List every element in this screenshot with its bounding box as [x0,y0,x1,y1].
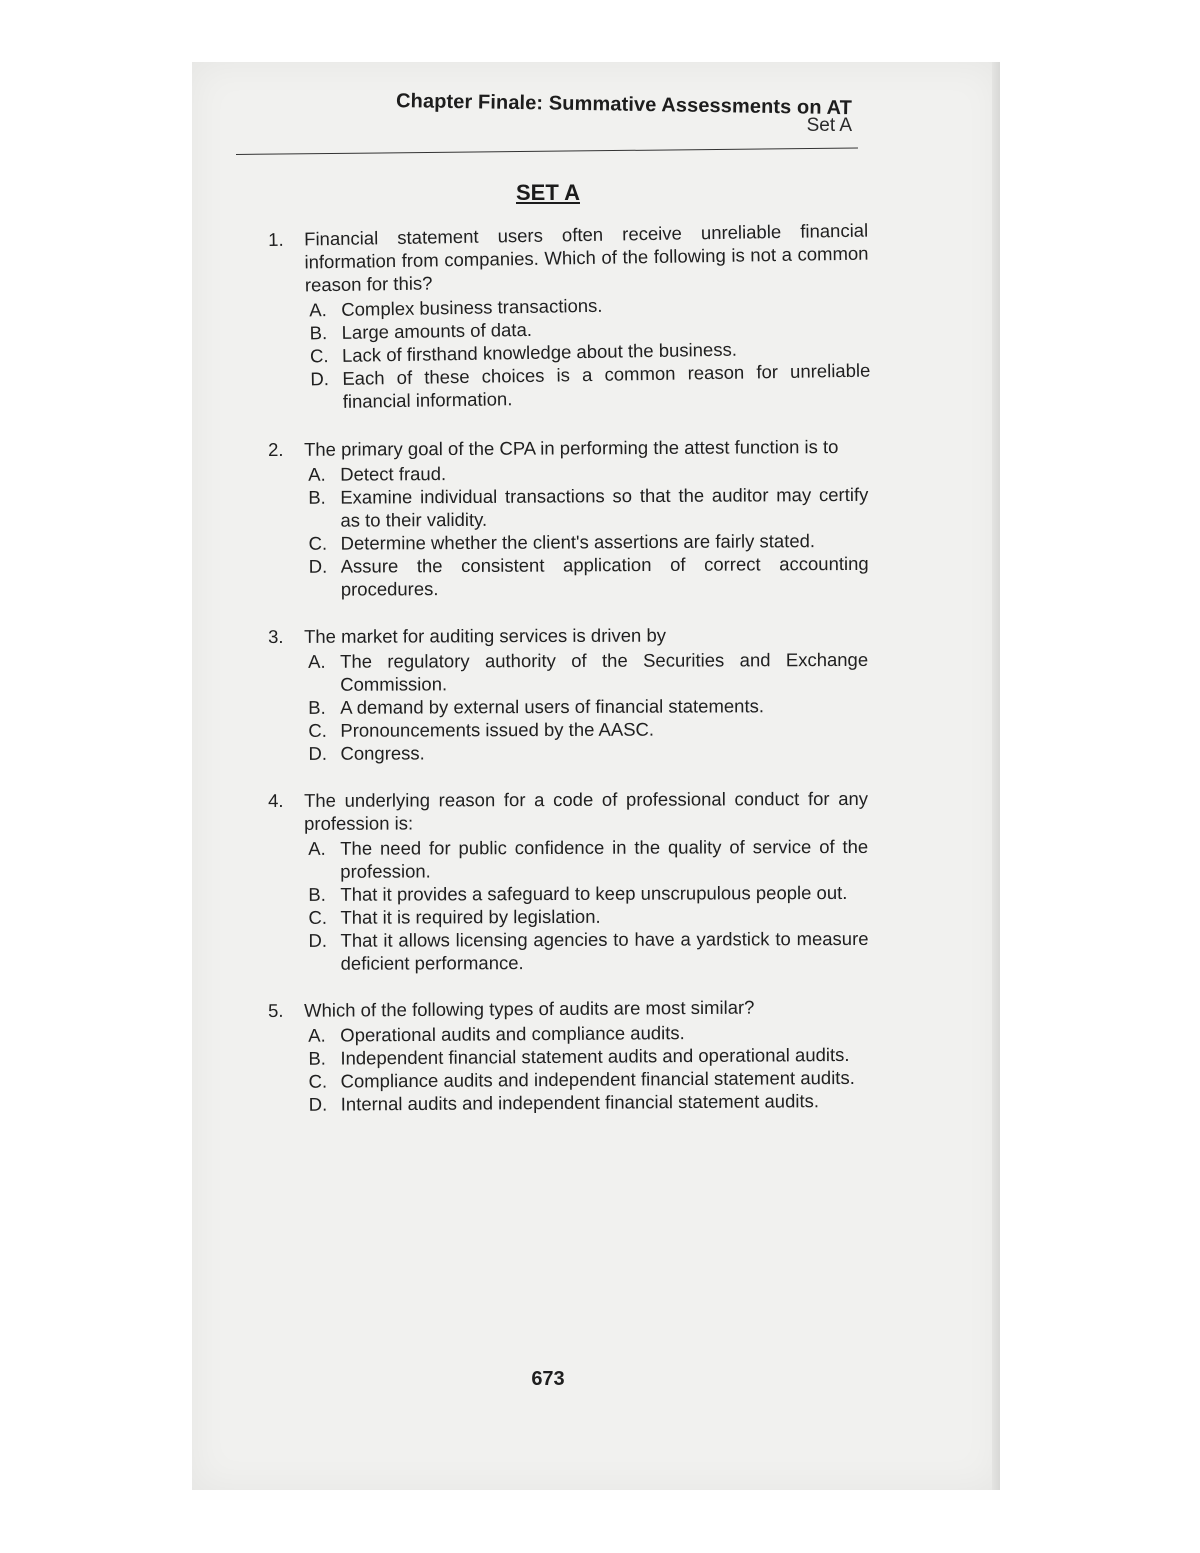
question-text: The underlying reason for a code of professional conduct for any profession is: [304,787,869,834]
choice-letter: A. [308,837,326,859]
choice-b [308,694,868,719]
choice-letter: B. [309,322,328,344]
choice-text: The regulatory authority of the Securities and Exchange Commission. [340,648,869,695]
choice-text: That it allows licensing agencies to have a yardstick to measure deficient performance. [340,927,869,974]
header-rule [236,147,858,155]
choice-c [308,904,868,929]
question-3 [268,623,868,765]
choice-d [310,359,871,414]
question-5 [268,995,869,1116]
choice-letter: C. [308,719,327,741]
question-4 [268,787,869,975]
choice-text: Large amounts of data. [341,318,533,343]
choice-text: Internal audits and independent financial statement audits. [340,1090,820,1115]
choice-letter: D. [310,368,330,390]
choice-text: The need for public confidence in the quality of service of the profession. [340,835,869,882]
question-text: Which of the following types of audits are most similar? [304,996,755,1021]
choice-text: Complex business transactions. [341,294,603,320]
chapter-title: Chapter Finale: Summative Assessments on AT [395,90,853,120]
choice-text: Determine whether the client's assertions are fairly stated. [340,530,816,554]
choice-letter: C. [309,345,329,367]
choice-letter: D. [308,555,328,577]
choice-letter: A. [308,1024,326,1046]
question-list [268,219,871,1140]
question-text: The market for auditing services is driven by [304,624,667,647]
question-number: 5. [268,999,284,1021]
choice-text: That it is required by legislation. [340,905,601,928]
choice-a [308,460,868,486]
choice-text: Lack of firsthand knowledge about the business. [341,338,738,366]
choice-letter: B. [308,1047,326,1069]
choice-a [308,835,868,883]
choice-letter: D. [308,742,327,764]
choice-letter: D. [308,929,328,951]
choice-b [308,881,868,906]
choice-text: Pronouncements issued by the AASC. [340,718,655,741]
choice-d [309,1089,869,1116]
question-number: 2. [268,438,284,460]
page-edge [992,62,1000,1490]
choice-text: Each of these choices is a common reason for unreliable financial information. [342,359,871,412]
question-number: 1. [268,228,284,250]
choice-letter: A. [308,463,326,485]
choice-letter: B. [308,486,326,508]
document-page [192,62,1000,1490]
choice-text: A demand by external users of financial statements. [340,695,765,718]
chapter-header [392,90,852,137]
choice-letter: C. [308,906,327,928]
choice-letter: B. [308,883,326,905]
choice-text: That it provides a safeguard to keep unscrupulous people out. [340,881,848,905]
question-text: The primary goal of the CPA in performing the attest function is to [304,436,839,460]
question-number: 4. [268,789,284,811]
choice-c [308,717,868,742]
choice-b [308,483,868,532]
question-2 [268,435,869,601]
choice-text: Examine individual transactions so that the auditor may certify as to their validity. [340,483,869,531]
question-1 [268,219,871,414]
choice-text: Detect fraud. [340,463,447,485]
choice-letter: B. [308,696,326,718]
choice-text: Congress. [340,742,425,764]
choice-c [308,529,868,555]
question-number: 3. [268,625,284,647]
choice-letter: A. [309,299,327,321]
choice-text: Assure the consistent application of correct accounting procedures. [340,552,869,600]
choice-d [308,740,868,765]
set-title: SET A [516,180,580,205]
set-label: Set A [806,115,852,136]
page-number: 673 [531,1368,565,1390]
choice-text: Operational audits and compliance audits. [340,1022,685,1046]
choice-letter: C. [308,532,328,554]
choice-letter: D. [308,1093,328,1115]
choice-text: Independent financial statement audits and operational audits. [340,1043,850,1069]
choice-letter: C. [308,1070,328,1092]
question-text: Financial statement users often receive unreliable financial information from companies. Which of the following is not a common reason for this? [304,219,869,296]
choice-letter: A. [308,650,326,672]
choice-d [308,927,868,975]
choice-text: Compliance audits and independent financial statement audits. [340,1066,855,1092]
choice-d [309,552,869,601]
choice-a [308,648,868,696]
